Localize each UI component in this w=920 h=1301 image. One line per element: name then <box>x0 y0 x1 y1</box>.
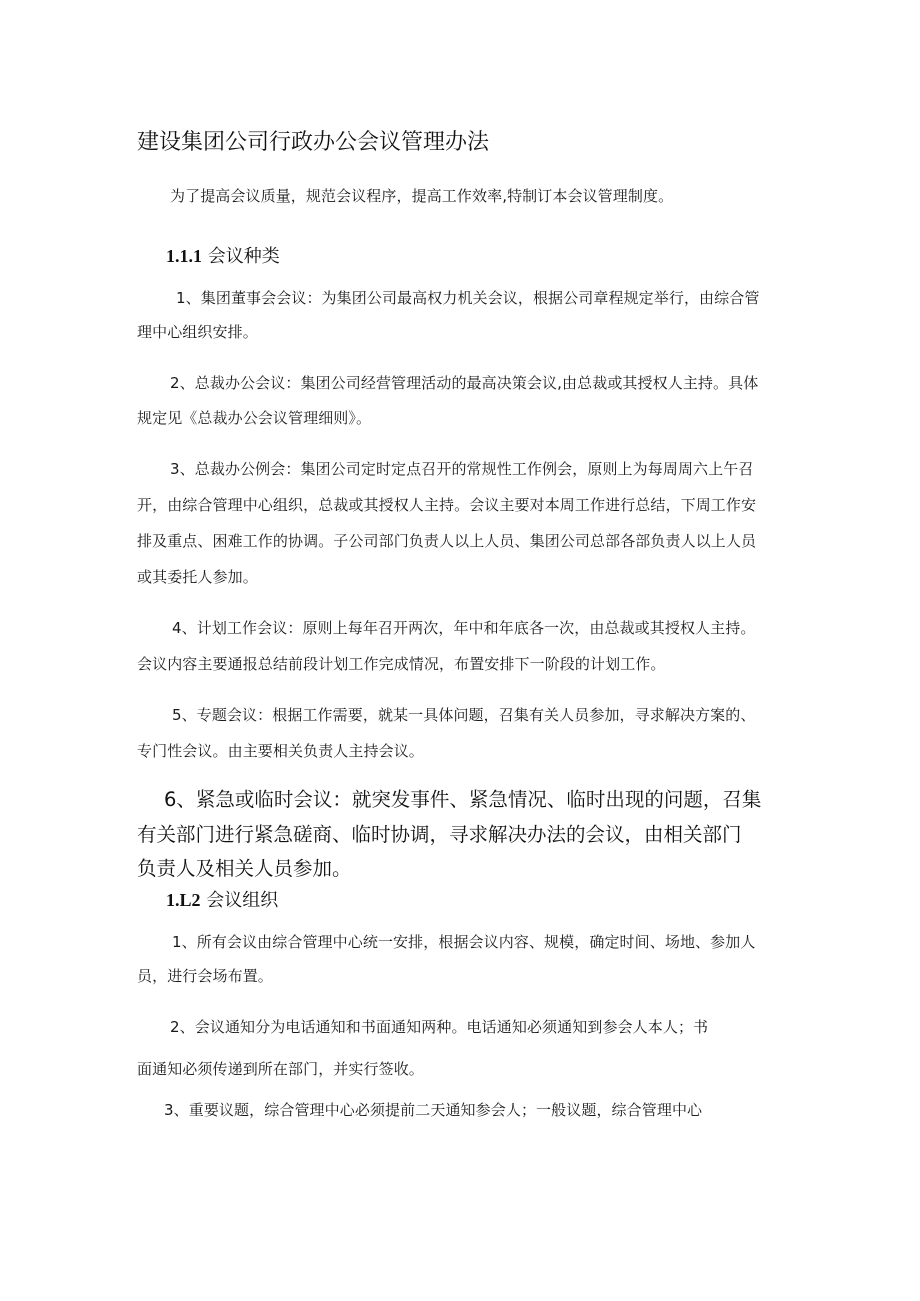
list-item-line: 4、计划工作会议：原则上每年召开两次，年中和年底各一次，由总裁或其授权人主持。 <box>172 619 756 637</box>
list-item-line: 5、专题会议：根据工作需要，就某一具体问题，召集有关人员参加，寻求解决方案的、 <box>172 706 756 724</box>
intro-paragraph: 为了提高会议质量，规范会议程序，提高工作效率,特制订本会议管理制度。 <box>170 187 674 205</box>
list-item-line: 2、总裁办公会议：集团公司经营管理活动的最高决策会议,由总裁或其授权人主持。具体 <box>170 374 759 392</box>
section-number: 1.L2 <box>166 890 201 910</box>
list-item-line: 排及重点、困难工作的协调。子公司部门负责人以上人员、集团公司总部各部负责人以上人员 <box>137 532 757 550</box>
list-item-line: 员，进行会场布置。 <box>137 967 273 985</box>
list-item-line: 面通知必须传递到所在部门，并实行签收。 <box>137 1060 424 1078</box>
list-item-line: 3、重要议题，综合管理中心必须提前二天通知参会人；一般议题，综合管理中心 <box>164 1101 703 1119</box>
list-item-line: 会议内容主要通报总结前段计划工作完成情况，布置安排下一阶段的计划工作。 <box>137 655 666 673</box>
list-item-line: 1、集团董事会会议：为集团公司最高权力机关会议，根据公司章程规定举行，由综合管 <box>176 289 760 307</box>
section-heading-meeting-types <box>166 244 280 269</box>
list-item-line: 3、总裁办公例会：集团公司定时定点召开的常规性工作例会，原则上为每周周六上午召 <box>170 460 754 478</box>
list-item-line: 1、所有会议由综合管理中心统一安排，根据会议内容、规模，确定时间、场地、参加人 <box>172 933 756 951</box>
section-label: 会议组织 <box>206 890 279 911</box>
list-item-line: 规定见《总裁办公会议管理细则》。 <box>137 409 372 427</box>
section-number: 1.1.1 <box>166 246 202 266</box>
section-label: 会议种类 <box>207 246 280 267</box>
document-title: 建设集团公司行政办公会议管理办法 <box>137 130 490 155</box>
list-item-line: 开，由综合管理中心组织，总裁或其授权人主持。会议主要对本周工作进行总结，下周工作安 <box>137 496 757 514</box>
list-item-line: 6、紧急或临时会议：就突发事件、紧急情况、临时出现的问题，召集 <box>164 788 762 811</box>
list-item-line: 专门性会议。由主要相关负责人主持会议。 <box>137 742 424 760</box>
list-item-line: 有关部门进行紧急磋商、临时协调，寻求解决办法的会议，由相关部门 <box>137 823 742 846</box>
list-item-line: 或其委托人参加。 <box>137 568 258 586</box>
list-item-line: 理中心组织安排。 <box>137 323 258 341</box>
section-heading-meeting-organization <box>166 888 278 913</box>
list-item-line: 负责人及相关人员参加。 <box>137 857 352 880</box>
list-item-line: 2、会议通知分为电话通知和书面通知两种。电话通知必须通知到参会人本人；书 <box>170 1018 709 1036</box>
